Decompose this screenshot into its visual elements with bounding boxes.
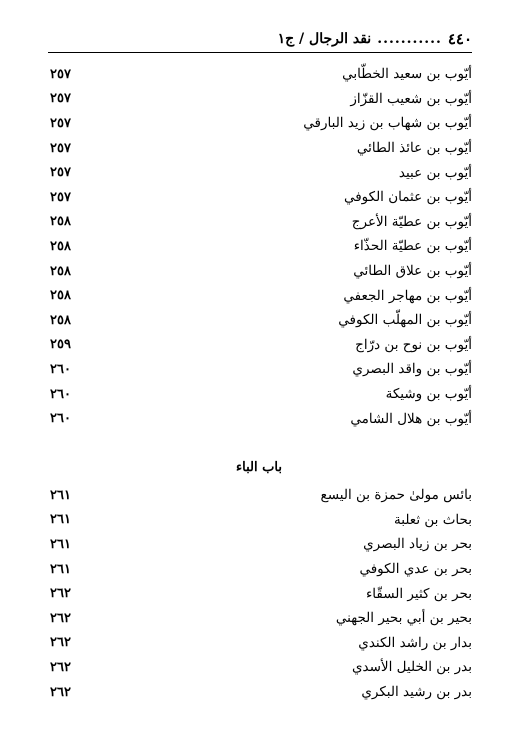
entry-page-number: ٢٥٧ (50, 189, 71, 205)
entry-name: أيّوب بن علاق الطائي (353, 263, 472, 280)
entry-page-number: ٢٦١ (50, 512, 71, 528)
index-entry (48, 357, 472, 382)
entry-page-number: ٢٥٧ (50, 140, 71, 156)
entry-name: بائس مولىٰ حمزة بن اليسع (320, 487, 472, 504)
index-entry (48, 655, 472, 680)
entry-page-number: ٢٥٧ (50, 91, 71, 107)
running-header (48, 28, 472, 50)
entry-name: بدار بن راشد الكندي (358, 634, 472, 651)
entry-name: أيّوب بن وشيكة (385, 386, 472, 403)
entry-name: بحير بن أبي بحير الجهني (335, 610, 472, 627)
header-rule (48, 52, 472, 53)
index-entry (48, 259, 472, 284)
entry-name: بحر بن عدي الكوفي (359, 561, 472, 578)
index-entry (48, 308, 472, 333)
index-entry (48, 532, 472, 557)
section-heading: باب الباء (236, 460, 282, 475)
index-entry (48, 87, 472, 112)
index-entry (48, 483, 472, 508)
entry-page-number: ٢٦٢ (50, 659, 71, 675)
entry-name: أيّوب بن عطيّة الحذّاء (353, 238, 472, 255)
entry-name: بحر بن زياد البصري (363, 536, 472, 553)
entry-page-number: ٢٥٧ (50, 66, 71, 82)
entry-page-number: ٢٦١ (50, 561, 71, 577)
entry-name: أيّوب بن شعيب القزّاز (350, 90, 472, 107)
entry-page-number: ٢٦٢ (50, 684, 71, 700)
entry-page-number: ٢٥٨ (50, 238, 71, 254)
entry-name: بحر بن كثير السقّاء (365, 585, 472, 602)
index-entry (48, 557, 472, 582)
entry-page-number: ٢٥٨ (50, 214, 71, 230)
entry-page-number: ٢٦٠ (50, 361, 71, 377)
entry-page-number: ٢٦٢ (50, 610, 71, 626)
index-entry (48, 680, 472, 705)
entry-name: بدر بن رشيد البكري (361, 684, 472, 701)
index-entry (48, 581, 472, 606)
entry-name: أيّوب بن المهلّب الكوفي (338, 312, 472, 329)
entry-page-number: ٢٦١ (50, 536, 71, 552)
index-entry (48, 185, 472, 210)
entry-name: أيّوب بن عبيد (398, 164, 472, 181)
index-entry (48, 382, 472, 407)
index-list-ayyub (48, 62, 472, 431)
entry-page-number: ٢٦٢ (50, 635, 71, 651)
entry-page-number: ٢٥٧ (50, 115, 71, 131)
entry-name: أيّوب بن عثمان الكوفي (343, 189, 472, 206)
index-list-ba (48, 483, 472, 704)
page-number: ٤٤٠ (447, 30, 472, 48)
entry-name: أيّوب بن عطيّة الأعرج (351, 213, 472, 230)
entry-name: أيّوب بن نوح بن درّاج (355, 336, 472, 353)
index-entry (48, 333, 472, 358)
entry-page-number: ٢٥٨ (50, 288, 71, 304)
entry-page-number: ٢٥٩ (50, 337, 71, 353)
entry-page-number: ٢٥٨ (50, 312, 71, 328)
book-title: نقد الرجال / ج١ (277, 31, 372, 47)
entry-page-number: ٢٦٠ (50, 411, 71, 427)
index-entry (48, 111, 472, 136)
entry-page-number: ٢٥٨ (50, 263, 71, 279)
entry-name: بحاث بن ثعلبة (394, 511, 472, 528)
entry-page-number: ٢٥٧ (50, 165, 71, 181)
header-dots: ........... (377, 31, 442, 47)
index-entry (48, 234, 472, 259)
entry-page-number: ٢٦١ (50, 487, 71, 503)
entry-page-number: ٢٦٠ (50, 386, 71, 402)
index-entry (48, 160, 472, 185)
entry-name: أيّوب بن عائذ الطائي (356, 140, 472, 157)
entry-name: أيّوب بن شهاب بن زيد البارقي (303, 115, 472, 132)
entry-name: أيّوب بن واقد البصري (352, 361, 472, 378)
index-entry (48, 283, 472, 308)
index-entry (48, 62, 472, 87)
entry-name: أيّوب بن مهاجر الجعفي (343, 287, 472, 304)
index-entry (48, 606, 472, 631)
index-entry (48, 508, 472, 533)
index-entry (48, 631, 472, 656)
index-entry (48, 210, 472, 235)
index-entry (48, 136, 472, 161)
index-entry (48, 406, 472, 431)
entry-name: بدر بن الخليل الأسدي (351, 659, 472, 676)
entry-name: أيّوب بن هلال الشامي (350, 410, 472, 427)
entry-name: أيّوب بن سعيد الخطّابي (342, 66, 472, 83)
entry-page-number: ٢٦٢ (50, 586, 71, 602)
